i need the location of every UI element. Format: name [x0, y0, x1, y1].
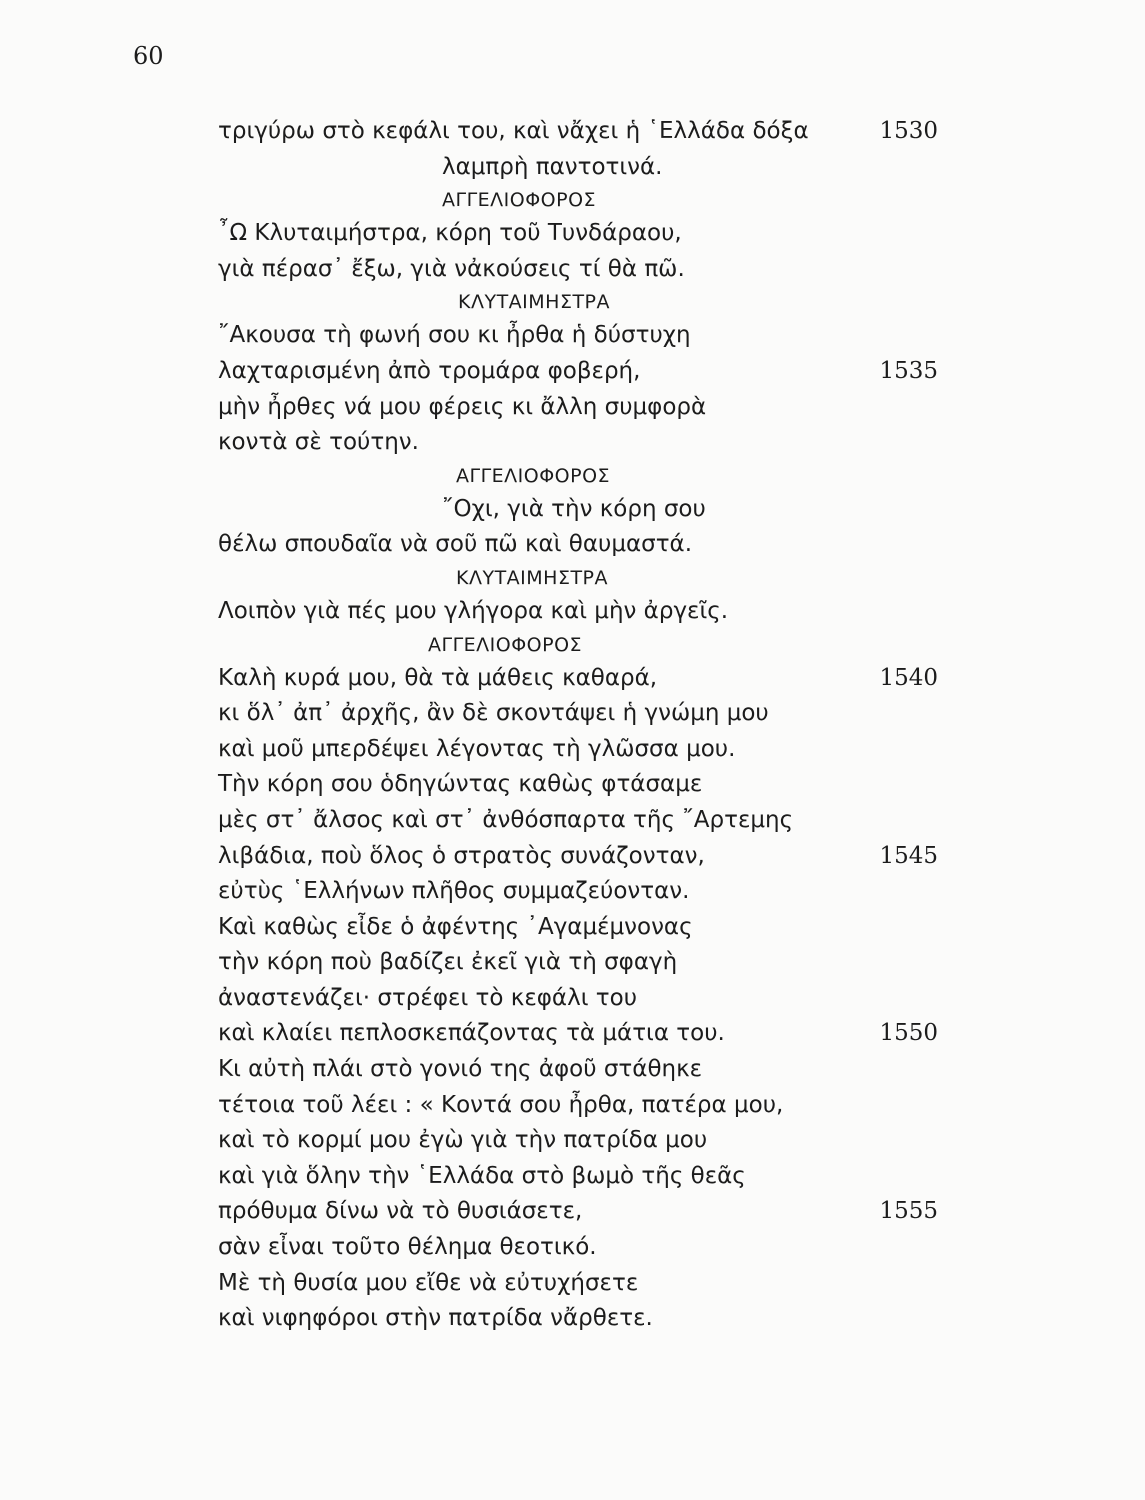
- verse-text: Λοιπὸν γιὰ πές μου γλήγορα καὶ μὴν ἀργεῖς.: [218, 597, 729, 624]
- verse-line: [218, 216, 938, 252]
- verse-text: λαχταρισμένη ἀπὸ τρομάρα φοβερή,: [218, 357, 641, 384]
- verse-line: [218, 1123, 938, 1159]
- verse-line: [218, 874, 938, 910]
- verse-line: [218, 1016, 938, 1052]
- verse-line: [218, 114, 938, 150]
- verse-text-block: [218, 114, 938, 1337]
- verse-text: κι ὅλ᾽ ἀπ᾽ ἀρχῆς, ἂν δὲ σκοντάψει ἡ γνώμη μου: [218, 700, 769, 727]
- verse-text: τὴν κόρη ποὺ βαδίζει ἐκεῖ γιὰ τὴ σφαγὴ: [218, 949, 678, 976]
- verse-text: εὐτὺς ῾Ελλήνων πλῆθος συμμαζεύονταν.: [218, 878, 690, 905]
- verse-line: [218, 661, 938, 697]
- speaker-heading: [218, 563, 938, 594]
- verse-line: [218, 1230, 938, 1266]
- speaker-heading: [218, 185, 938, 216]
- line-number: 1530: [879, 118, 938, 144]
- speaker-name: ΚΛΥΤΑΙΜΗΣΤΡΑ: [458, 291, 611, 314]
- line-number: 1550: [879, 1020, 938, 1047]
- verse-line: [218, 594, 938, 630]
- verse-line: [218, 1194, 938, 1230]
- verse-text: καὶ νιφηφόροι στὴν πατρίδα νἄρθετε.: [218, 1305, 653, 1332]
- verse-line: [218, 1159, 938, 1195]
- verse-text: ῏Ω Κλυταιμήστρα, κόρη τοῦ Τυνδάραου,: [218, 220, 682, 247]
- verse-line: [218, 425, 938, 461]
- speaker-heading: [218, 461, 938, 492]
- verse-line: [218, 732, 938, 768]
- verse-line: [218, 527, 938, 563]
- page-number: 60: [133, 42, 164, 70]
- verse-line: [218, 839, 938, 875]
- speaker-name: ΑΓΓΕΛΙΟΦΟΡΟΣ: [456, 464, 611, 487]
- verse-line: [218, 945, 938, 981]
- verse-text: καὶ κλαίει πεπλοσκεπάζοντας τὰ μάτια του.: [218, 1020, 725, 1047]
- verse-text: καὶ γιὰ ὅλην τὴν ῾Ελλάδα στὸ βωμὸ τῆς θεᾶς: [218, 1162, 746, 1189]
- speaker-name: ΚΛΥΤΑΙΜΗΣΤΡΑ: [456, 566, 609, 589]
- verse-text: κοντὰ σὲ τούτην.: [218, 429, 419, 456]
- verse-line: [218, 492, 938, 528]
- verse-line: [218, 390, 938, 426]
- verse-text: καὶ μοῦ μπερδέψει λέγοντας τὴ γλῶσσα μου.: [218, 735, 736, 762]
- verse-text: λιβάδια, ποὺ ὅλος ὁ στρατὸς συνάζονταν,: [218, 842, 705, 869]
- verse-text: Καὶ καθὼς εἶδε ὁ ἀφέντης ᾽Αγαμέμνονας: [218, 913, 693, 940]
- line-number: 1535: [879, 357, 938, 384]
- verse-line: [218, 803, 938, 839]
- verse-text: Τὴν κόρη σου ὁδηγώντας καθὼς φτάσαμε: [218, 771, 703, 798]
- verse-line: [218, 910, 938, 946]
- verse-text: γιὰ πέρασ᾽ ἔξω, γιὰ νἀκούσεις τί θὰ πῶ.: [218, 255, 685, 282]
- speaker-heading: [218, 287, 938, 318]
- verse-text: ῎Ακουσα τὴ φωνή σου κι ἦρθα ἡ δύστυχη: [218, 322, 691, 349]
- verse-text: ἀναστενάζει· στρέφει τὸ κεφάλι του: [218, 984, 638, 1011]
- verse-line: [218, 1088, 938, 1124]
- verse-line: [218, 767, 938, 803]
- verse-line: [218, 981, 938, 1017]
- verse-text: τέτοια τοῦ λέει : « Κοντά σου ἦρθα, πατέρα μου,: [218, 1091, 784, 1118]
- verse-text: Κι αὐτὴ πλάι στὸ γονιό της ἀφοῦ στάθηκε: [218, 1056, 703, 1083]
- verse-text: τριγύρω στὸ κεφάλι του, καὶ νἄχει ἡ ῾Ελλάδα δόξα: [218, 118, 809, 144]
- verse-text: λαμπρὴ παντοτινά.: [442, 153, 663, 180]
- speaker-name: ΑΓΓΕΛΙΟΦΟΡΟΣ: [428, 633, 583, 656]
- line-number: 1545: [879, 842, 938, 869]
- speaker-name: ΑΓΓΕΛΙΟΦΟΡΟΣ: [442, 189, 597, 212]
- verse-text: Μὲ τὴ θυσία μου εἴθε νὰ εὐτυχήσετε: [218, 1269, 639, 1296]
- speaker-heading: [218, 630, 938, 661]
- verse-text: μὲς στ᾽ ἄλσος καὶ στ᾽ ἀνθόσπαρτα τῆς ῎Αρτεμης: [218, 806, 794, 833]
- line-number: 1555: [879, 1198, 938, 1225]
- verse-line: [218, 1266, 938, 1302]
- verse-text: ῎Οχι, γιὰ τὴν κόρη σου: [442, 495, 706, 522]
- verse-text: πρόθυμα δίνω νὰ τὸ θυσιάσετε,: [218, 1198, 583, 1225]
- line-number: 1540: [879, 664, 938, 691]
- verse-line: [218, 252, 938, 288]
- verse-line: [218, 354, 938, 390]
- verse-text: μὴν ἦρθες νά μου φέρεις κι ἄλλη συμφορὰ: [218, 393, 707, 420]
- verse-line: [218, 318, 938, 354]
- verse-line: [218, 1301, 938, 1337]
- verse-line: [218, 696, 938, 732]
- verse-text: καὶ τὸ κορμί μου ἐγὼ γιὰ τὴν πατρίδα μου: [218, 1127, 708, 1154]
- verse-line: [218, 1052, 938, 1088]
- verse-text: Καλὴ κυρά μου, θὰ τὰ μάθεις καθαρά,: [218, 664, 658, 691]
- verse-text: σὰν εἶναι τοῦτο θέλημα θεοτικό.: [218, 1234, 597, 1261]
- verse-text: θέλω σπουδαῖα νὰ σοῦ πῶ καὶ θαυμαστά.: [218, 531, 693, 558]
- verse-line: [218, 150, 938, 186]
